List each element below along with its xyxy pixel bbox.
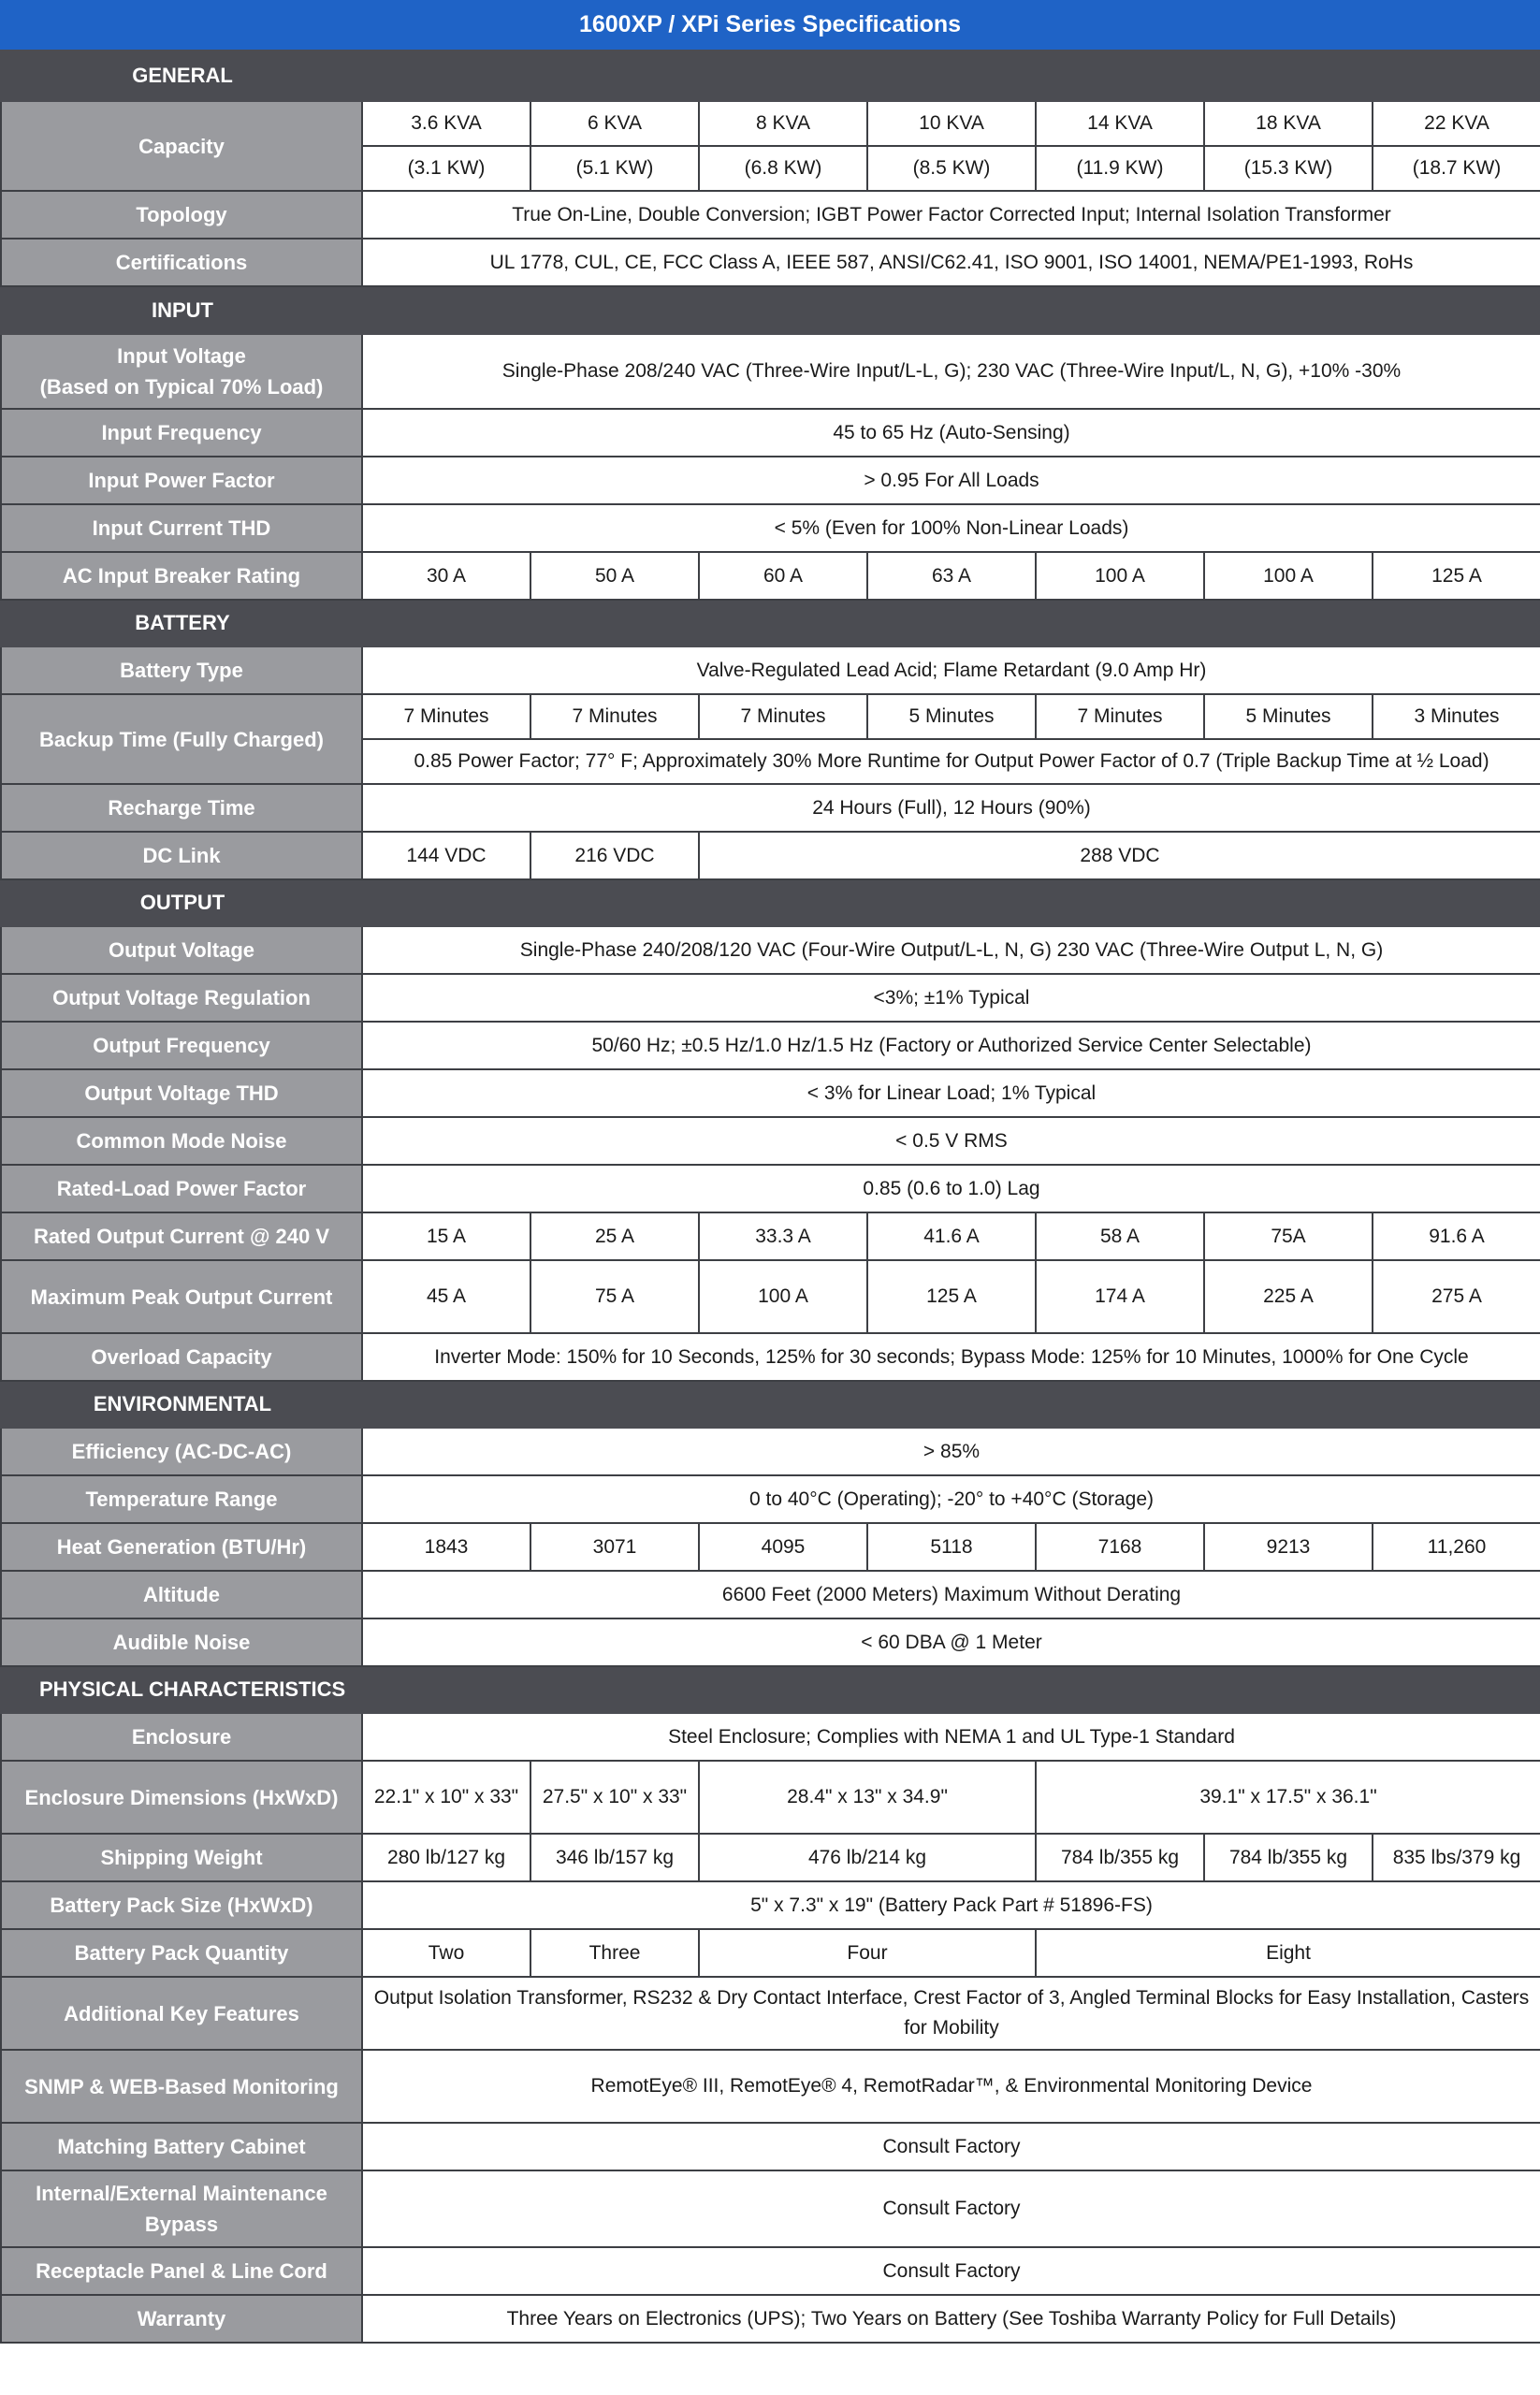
shipping-weight-value: 346 lb/157 kg	[530, 1834, 699, 1881]
snmp-label: SNMP & WEB-Based Monitoring	[1, 2050, 362, 2123]
topology-value: True On-Line, Double Conversion; IGBT Power Factor Corrected Input; Internal Isolation Transformer	[362, 191, 1540, 239]
input-voltage-value: Single-Phase 208/240 VAC (Three-Wire Input/L-L, G); 230 VAC (Three-Wire Input/L, N, G), +10% -30%	[362, 334, 1540, 409]
peak-current-value: 125 A	[867, 1260, 1036, 1333]
section-physical	[1, 1666, 1540, 1713]
section-output	[1, 879, 1540, 926]
dimensions-value: 28.4" x 13" x 34.9"	[699, 1761, 1036, 1834]
input-voltage-label-line2: (Based on Typical 70% Load)	[39, 375, 324, 399]
rated-current-label: Rated Output Current @ 240 V	[1, 1212, 362, 1260]
shipping-weight-value: 835 lbs/379 kg	[1373, 1834, 1540, 1881]
capacity-kw: (5.1 KW)	[530, 146, 699, 191]
backup-time-value: 5 Minutes	[1204, 694, 1373, 739]
input-voltage-label-line1: Input Voltage	[117, 344, 246, 368]
altitude-value: 6600 Feet (2000 Meters) Maximum Without Derating	[362, 1571, 1540, 1618]
rated-current-value: 91.6 A	[1373, 1212, 1540, 1260]
temperature-label: Temperature Range	[1, 1475, 362, 1523]
capacity-kva: 6 KVA	[530, 101, 699, 146]
capacity-kw: (3.1 KW)	[362, 146, 530, 191]
backup-time-label: Backup Time (Fully Charged)	[1, 694, 362, 784]
battery-type-label: Battery Type	[1, 646, 362, 694]
heat-value: 11,260	[1373, 1523, 1540, 1571]
backup-time-value: 7 Minutes	[699, 694, 867, 739]
input-thd-label: Input Current THD	[1, 504, 362, 552]
capacity-kva: 22 KVA	[1373, 101, 1540, 146]
battery-type-value: Valve-Regulated Lead Acid; Flame Retardant (9.0 Amp Hr)	[362, 646, 1540, 694]
rated-load-pf-value: 0.85 (0.6 to 1.0) Lag	[362, 1165, 1540, 1212]
peak-current-value: 174 A	[1036, 1260, 1204, 1333]
peak-current-label: Maximum Peak Output Current	[1, 1260, 362, 1333]
maintenance-bypass-label: Internal/External Maintenance Bypass	[1, 2170, 362, 2247]
capacity-kw: (8.5 KW)	[867, 146, 1036, 191]
peak-current-value: 100 A	[699, 1260, 867, 1333]
common-mode-noise-value: < 0.5 V RMS	[362, 1117, 1540, 1165]
rated-current-value: 33.3 A	[699, 1212, 867, 1260]
maintenance-bypass-value: Consult Factory	[362, 2170, 1540, 2247]
capacity-label: Capacity	[1, 101, 362, 191]
altitude-label: Altitude	[1, 1571, 362, 1618]
input-thd-value: < 5% (Even for 100% Non-Linear Loads)	[362, 504, 1540, 552]
recharge-time-label: Recharge Time	[1, 784, 362, 832]
battery-cabinet-label: Matching Battery Cabinet	[1, 2123, 362, 2170]
section-title: INPUT	[152, 298, 213, 322]
breaker-value: 63 A	[867, 552, 1036, 600]
output-thd-value: < 3% for Linear Load; 1% Typical	[362, 1069, 1540, 1117]
dimensions-value: 22.1" x 10" x 33"	[362, 1761, 530, 1834]
heat-value: 4095	[699, 1523, 867, 1571]
dc-link-value: 288 VDC	[699, 832, 1540, 879]
recharge-time-value: 24 Hours (Full), 12 Hours (90%)	[362, 784, 1540, 832]
audible-noise-label: Audible Noise	[1, 1618, 362, 1666]
capacity-kva: 14 KVA	[1036, 101, 1204, 146]
section-title: GENERAL	[132, 64, 233, 87]
efficiency-label: Efficiency (AC-DC-AC)	[1, 1428, 362, 1475]
pack-quantity-value: Three	[530, 1929, 699, 1977]
spec-title: 1600XP / XPi Series Specifications	[0, 0, 1540, 50]
efficiency-value: > 85%	[362, 1428, 1540, 1475]
capacity-kva: 10 KVA	[867, 101, 1036, 146]
breaker-value: 125 A	[1373, 552, 1540, 600]
audible-noise-value: < 60 DBA @ 1 Meter	[362, 1618, 1540, 1666]
backup-time-note: 0.85 Power Factor; 77° F; Approximately 30% More Runtime for Output Power Factor of 0.7 (Triple Backup Time at ½ Load)	[362, 739, 1540, 784]
capacity-kw: (11.9 KW)	[1036, 146, 1204, 191]
section-title: ENVIRONMENTAL	[93, 1392, 272, 1415]
key-features-label: Additional Key Features	[1, 1977, 362, 2050]
breaker-value: 100 A	[1204, 552, 1373, 600]
pack-size-value: 5" x 7.3" x 19" (Battery Pack Part # 51896-FS)	[362, 1881, 1540, 1929]
pack-quantity-value: Eight	[1036, 1929, 1540, 1977]
certifications-label: Certifications	[1, 239, 362, 286]
output-regulation-value: <3%; ±1% Typical	[362, 974, 1540, 1022]
rated-current-value: 75A	[1204, 1212, 1373, 1260]
warranty-value: Three Years on Electronics (UPS); Two Years on Battery (See Toshiba Warranty Policy for Full Details)	[362, 2295, 1540, 2343]
certifications-value: UL 1778, CUL, CE, FCC Class A, IEEE 587, ANSI/C62.41, ISO 9001, ISO 14001, NEMA/PE1-1993, RoHs	[362, 239, 1540, 286]
warranty-label: Warranty	[1, 2295, 362, 2343]
receptacle-value: Consult Factory	[362, 2247, 1540, 2295]
temperature-value: 0 to 40°C (Operating); -20° to +40°C (Storage)	[362, 1475, 1540, 1523]
enclosure-label: Enclosure	[1, 1713, 362, 1761]
heat-label: Heat Generation (BTU/Hr)	[1, 1523, 362, 1571]
dimensions-value: 39.1" x 17.5" x 36.1"	[1036, 1761, 1540, 1834]
pack-quantity-label: Battery Pack Quantity	[1, 1929, 362, 1977]
output-frequency-label: Output Frequency	[1, 1022, 362, 1069]
shipping-weight-value: 784 lb/355 kg	[1036, 1834, 1204, 1881]
rated-current-value: 25 A	[530, 1212, 699, 1260]
peak-current-value: 75 A	[530, 1260, 699, 1333]
capacity-kva: 3.6 KVA	[362, 101, 530, 146]
heat-value: 7168	[1036, 1523, 1204, 1571]
output-voltage-value: Single-Phase 240/208/120 VAC (Four-Wire Output/L-L, N, G) 230 VAC (Three-Wire Output L, N, G)	[362, 926, 1540, 974]
spec-table	[0, 50, 1540, 2344]
output-frequency-value: 50/60 Hz; ±0.5 Hz/1.0 Hz/1.5 Hz (Factory or Authorized Service Center Selectable)	[362, 1022, 1540, 1069]
heat-value: 1843	[362, 1523, 530, 1571]
input-power-factor-value: > 0.95 For All Loads	[362, 457, 1540, 504]
heat-value: 9213	[1204, 1523, 1373, 1571]
capacity-kva: 18 KVA	[1204, 101, 1373, 146]
breaker-value: 100 A	[1036, 552, 1204, 600]
section-environmental	[1, 1381, 1540, 1428]
dimensions-value: 27.5" x 10" x 33"	[530, 1761, 699, 1834]
breaker-value: 30 A	[362, 552, 530, 600]
shipping-weight-value: 784 lb/355 kg	[1204, 1834, 1373, 1881]
topology-label: Topology	[1, 191, 362, 239]
section-battery	[1, 600, 1540, 646]
backup-time-value: 7 Minutes	[362, 694, 530, 739]
battery-cabinet-value: Consult Factory	[362, 2123, 1540, 2170]
peak-current-value: 275 A	[1373, 1260, 1540, 1333]
output-thd-label: Output Voltage THD	[1, 1069, 362, 1117]
backup-time-value: 5 Minutes	[867, 694, 1036, 739]
backup-time-value: 7 Minutes	[530, 694, 699, 739]
section-title: BATTERY	[135, 611, 230, 634]
section-input	[1, 286, 1540, 334]
section-general	[1, 51, 1540, 101]
receptacle-label: Receptacle Panel & Line Cord	[1, 2247, 362, 2295]
pack-quantity-value: Four	[699, 1929, 1036, 1977]
output-regulation-label: Output Voltage Regulation	[1, 974, 362, 1022]
input-voltage-label	[1, 334, 362, 409]
overload-value: Inverter Mode: 150% for 10 Seconds, 125% for 30 seconds; Bypass Mode: 125% for 10 Minutes, 1000% for One Cycle	[362, 1333, 1540, 1381]
capacity-kw: (15.3 KW)	[1204, 146, 1373, 191]
section-title: PHYSICAL CHARACTERISTICS	[39, 1677, 346, 1701]
heat-value: 3071	[530, 1523, 699, 1571]
backup-time-value: 3 Minutes	[1373, 694, 1540, 739]
shipping-weight-value: 280 lb/127 kg	[362, 1834, 530, 1881]
heat-value: 5118	[867, 1523, 1036, 1571]
breaker-value: 60 A	[699, 552, 867, 600]
dimensions-label: Enclosure Dimensions (HxWxD)	[1, 1761, 362, 1834]
rated-current-value: 15 A	[362, 1212, 530, 1260]
capacity-kw: (6.8 KW)	[699, 146, 867, 191]
capacity-kva: 8 KVA	[699, 101, 867, 146]
breaker-label: AC Input Breaker Rating	[1, 552, 362, 600]
input-frequency-label: Input Frequency	[1, 409, 362, 457]
section-title: OUTPUT	[139, 891, 225, 914]
input-frequency-value: 45 to 65 Hz (Auto-Sensing)	[362, 409, 1540, 457]
pack-quantity-value: Two	[362, 1929, 530, 1977]
dc-link-label: DC Link	[1, 832, 362, 879]
peak-current-value: 225 A	[1204, 1260, 1373, 1333]
dc-link-value: 216 VDC	[530, 832, 699, 879]
input-power-factor-label: Input Power Factor	[1, 457, 362, 504]
capacity-kw: (18.7 KW)	[1373, 146, 1540, 191]
snmp-value: RemotEye® III, RemotEye® 4, RemotRadar™, & Environmental Monitoring Device	[362, 2050, 1540, 2123]
enclosure-value: Steel Enclosure; Complies with NEMA 1 and UL Type-1 Standard	[362, 1713, 1540, 1761]
overload-label: Overload Capacity	[1, 1333, 362, 1381]
common-mode-noise-label: Common Mode Noise	[1, 1117, 362, 1165]
shipping-weight-value: 476 lb/214 kg	[699, 1834, 1036, 1881]
peak-current-value: 45 A	[362, 1260, 530, 1333]
rated-current-value: 41.6 A	[867, 1212, 1036, 1260]
rated-current-value: 58 A	[1036, 1212, 1204, 1260]
key-features-value: Output Isolation Transformer, RS232 & Dry Contact Interface, Crest Factor of 3, Angled Terminal Blocks for Easy Installation, Casters for Mobility	[362, 1977, 1540, 2050]
pack-size-label: Battery Pack Size (HxWxD)	[1, 1881, 362, 1929]
backup-time-value: 7 Minutes	[1036, 694, 1204, 739]
breaker-value: 50 A	[530, 552, 699, 600]
shipping-weight-label: Shipping Weight	[1, 1834, 362, 1881]
output-voltage-label: Output Voltage	[1, 926, 362, 974]
rated-load-pf-label: Rated-Load Power Factor	[1, 1165, 362, 1212]
dc-link-value: 144 VDC	[362, 832, 530, 879]
